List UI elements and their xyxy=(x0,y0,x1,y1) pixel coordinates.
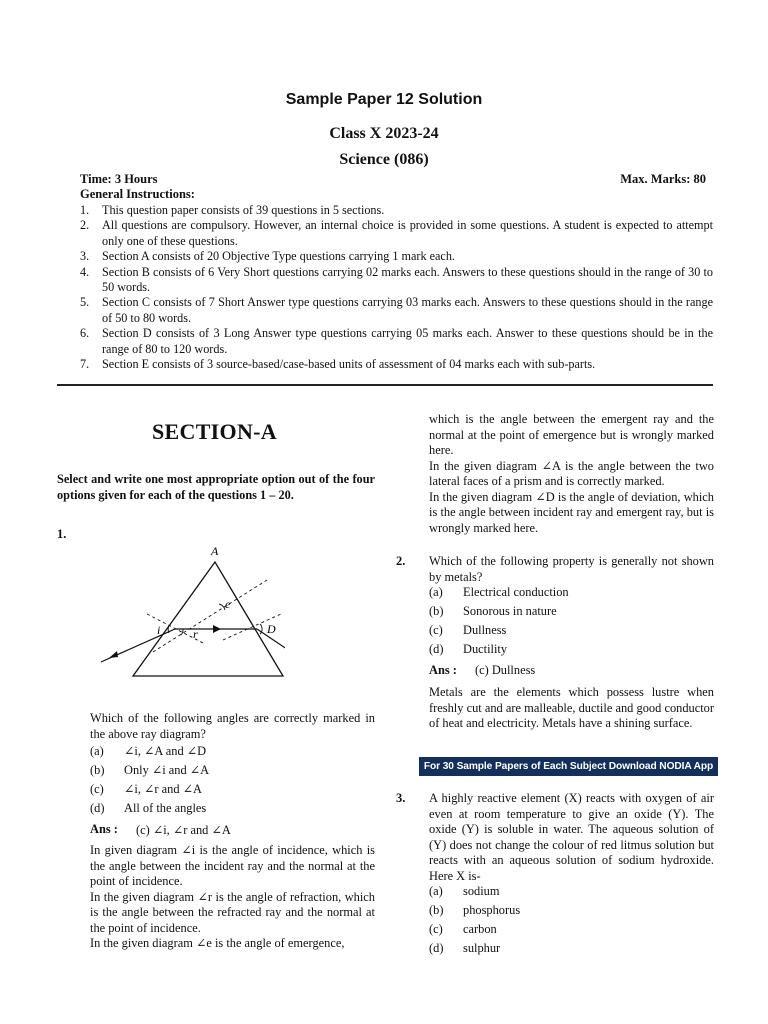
incident-arrowhead xyxy=(109,651,118,658)
option-row xyxy=(429,920,714,939)
option-text: Dullness xyxy=(463,623,507,637)
instruction-item xyxy=(80,203,713,218)
q3-options xyxy=(429,882,714,958)
instruction-text: Section E consists of 3 source-based/case-based units of assessment of 04 marks each with sub-parts. xyxy=(102,357,596,372)
option-text: All of the angles xyxy=(124,801,207,815)
instruction-number: 5. xyxy=(80,295,90,310)
option-row xyxy=(90,761,375,780)
question-number: 2. xyxy=(396,554,406,568)
apex-label: A xyxy=(211,544,219,558)
option-text: ∠i, ∠A and ∠D xyxy=(124,744,207,758)
option-text: Electrical conduction xyxy=(463,585,569,599)
option-row xyxy=(90,799,375,818)
emergent-ray xyxy=(257,629,285,676)
option-label: (d) xyxy=(429,642,444,656)
explanation-paragraph: In the given diagram ∠r is the angle of refraction, which is the angle between the refracted ray and the normal at the point of incidence. xyxy=(90,889,375,935)
option-label: (d) xyxy=(429,941,444,955)
instruction-item xyxy=(80,326,713,357)
option-text: sodium xyxy=(463,884,500,898)
section-instruction: Select and write one most appropriate option out of the four options given for each of the questions 1 – 20. xyxy=(57,472,375,502)
option-row xyxy=(429,882,714,901)
subject-line: Science (086) xyxy=(339,151,429,168)
instruction-item xyxy=(80,218,713,249)
explanation-paragraph: In the given diagram ∠A is the angle between the two lateral faces of a prism and is correctly marked. xyxy=(429,458,714,488)
option-label: (c) xyxy=(90,782,104,796)
option-label: (d) xyxy=(90,801,105,815)
option-text: Only ∠i and ∠A xyxy=(124,763,210,777)
refracted-arrowhead xyxy=(213,625,221,633)
option-text: phosphorus xyxy=(463,903,521,917)
prism-triangle xyxy=(133,562,283,676)
angle-r-label: r xyxy=(193,627,198,641)
instruction-number: 2. xyxy=(80,218,90,233)
instruction-item xyxy=(80,249,713,264)
angle-e-label: e xyxy=(225,597,231,611)
angle-d-label: D xyxy=(267,622,276,636)
option-text: carbon xyxy=(463,922,497,936)
instruction-item xyxy=(80,357,713,372)
explanation-paragraph: which is the angle between the emergent ray and the normal at the point of emergence but is wrongly marked here. xyxy=(429,412,714,457)
instruction-text: This question paper consists of 39 questions in 5 sections. xyxy=(102,203,385,217)
answer-text: (c) Dullness xyxy=(475,663,536,677)
option-label: (b) xyxy=(429,604,444,618)
q2-options xyxy=(429,583,714,659)
angle-i-arc xyxy=(168,626,169,633)
section-title: SECTION-A xyxy=(152,419,277,444)
option-row xyxy=(90,742,375,761)
option-text: Sonorous in nature xyxy=(463,604,557,618)
time-label: Time: 3 Hours xyxy=(80,172,158,186)
angle-i-label: i xyxy=(157,623,161,637)
option-row xyxy=(429,602,714,621)
class-line: Class X 2023-24 xyxy=(329,125,439,142)
option-text: sulphur xyxy=(463,941,501,955)
paper-title: Sample Paper 12 Solution xyxy=(285,91,483,108)
instruction-number: 3. xyxy=(80,249,90,264)
q1-explanation-right xyxy=(429,412,714,536)
q1-options xyxy=(90,742,375,818)
option-label: (a) xyxy=(429,585,443,599)
instruction-number: 4. xyxy=(80,264,90,279)
option-row xyxy=(429,583,714,602)
instruction-item xyxy=(80,265,713,296)
option-row xyxy=(429,621,714,640)
instruction-number: 1. xyxy=(80,203,90,217)
question-number: 3. xyxy=(396,791,406,805)
option-label: (b) xyxy=(90,763,105,777)
q1-answer xyxy=(90,822,231,838)
q2-question: Which of the following property is generally not shown by metals? xyxy=(429,554,714,584)
instruction-text: Section B consists of 6 Very Short questions carrying 02 marks each. Answers to these questions should in the range of 30 to 50 words. xyxy=(102,264,713,295)
answer-label: Ans : xyxy=(90,822,118,836)
answer-label: Ans : xyxy=(429,663,457,677)
option-text: ∠i, ∠r and ∠A xyxy=(124,782,202,796)
instructions-list xyxy=(80,203,713,372)
option-text: Ductility xyxy=(463,642,508,656)
instructions-heading: General Instructions: xyxy=(80,187,195,201)
option-row xyxy=(429,939,714,958)
answer-text: (c) ∠i, ∠r and ∠A xyxy=(136,823,231,837)
instruction-item xyxy=(80,295,713,326)
option-row xyxy=(429,901,714,920)
emergent-extension xyxy=(153,580,267,652)
explanation-paragraph: In the given diagram ∠e is the angle of emergence, xyxy=(90,936,345,950)
instruction-text: Section A consists of 20 Objective Type questions carrying 1 mark each. xyxy=(102,249,455,264)
prism-ray-diagram xyxy=(95,540,285,680)
q3-question: A highly reactive element (X) reacts with oxygen of air even at room temperature to give an oxide (Y). The oxide (Y) is soluble in water. The aqueous solution of (Y) does not change the colour of red litmus solution but reacts with an aqueous solution of sodium hydroxide. Here X is- xyxy=(429,791,714,883)
instruction-text: Section C consists of 7 Short Answer type questions carrying 03 marks each. Answers to these questions should in the range of 50 to 80 words. xyxy=(102,295,713,325)
instruction-text: Section D consists of 3 Long Answer type questions carrying 05 marks each. Answer to these questions should be in the range of 80 to 120 words. xyxy=(102,326,713,356)
instruction-number: 7. xyxy=(80,357,90,372)
instruction-text: All questions are compulsory. However, an internal choice is provided in some questions. A student is expected to attempt only one of these questions. xyxy=(102,218,713,248)
explanation-paragraph: In the given diagram ∠D is the angle of deviation, which is the angle between incident ray and emergent ray, but is wrongly marked here. xyxy=(429,489,714,535)
option-row xyxy=(429,640,714,659)
option-label: (b) xyxy=(429,903,444,917)
divider-rule xyxy=(57,384,713,386)
q1-question: Which of the following angles are correctly marked in the above ray diagram? xyxy=(90,711,375,741)
option-label: (c) xyxy=(429,922,443,936)
explanation-paragraph: In given diagram ∠i is the angle of incidence, which is the angle between the incident ray and the normal at the point of incidence. xyxy=(90,843,375,888)
option-label: (c) xyxy=(429,623,443,637)
max-marks-label: Max. Marks: 80 xyxy=(620,172,706,186)
option-label: (a) xyxy=(90,744,104,758)
q2-explanation: Metals are the elements which possess lustre when freshly cut and are malleable, ductile and good conductor of heat and electricity. Metals have a shining surface. xyxy=(429,685,714,730)
option-row xyxy=(90,780,375,799)
q2-answer xyxy=(429,663,535,678)
option-label: (a) xyxy=(429,884,443,898)
nodia-app-banner[interactable]: For 30 Sample Papers of Each Subject Download NODIA App xyxy=(419,757,718,776)
instruction-number: 6. xyxy=(80,326,90,341)
q1-explanation-left xyxy=(90,843,375,952)
question-number: 1. xyxy=(57,527,67,541)
